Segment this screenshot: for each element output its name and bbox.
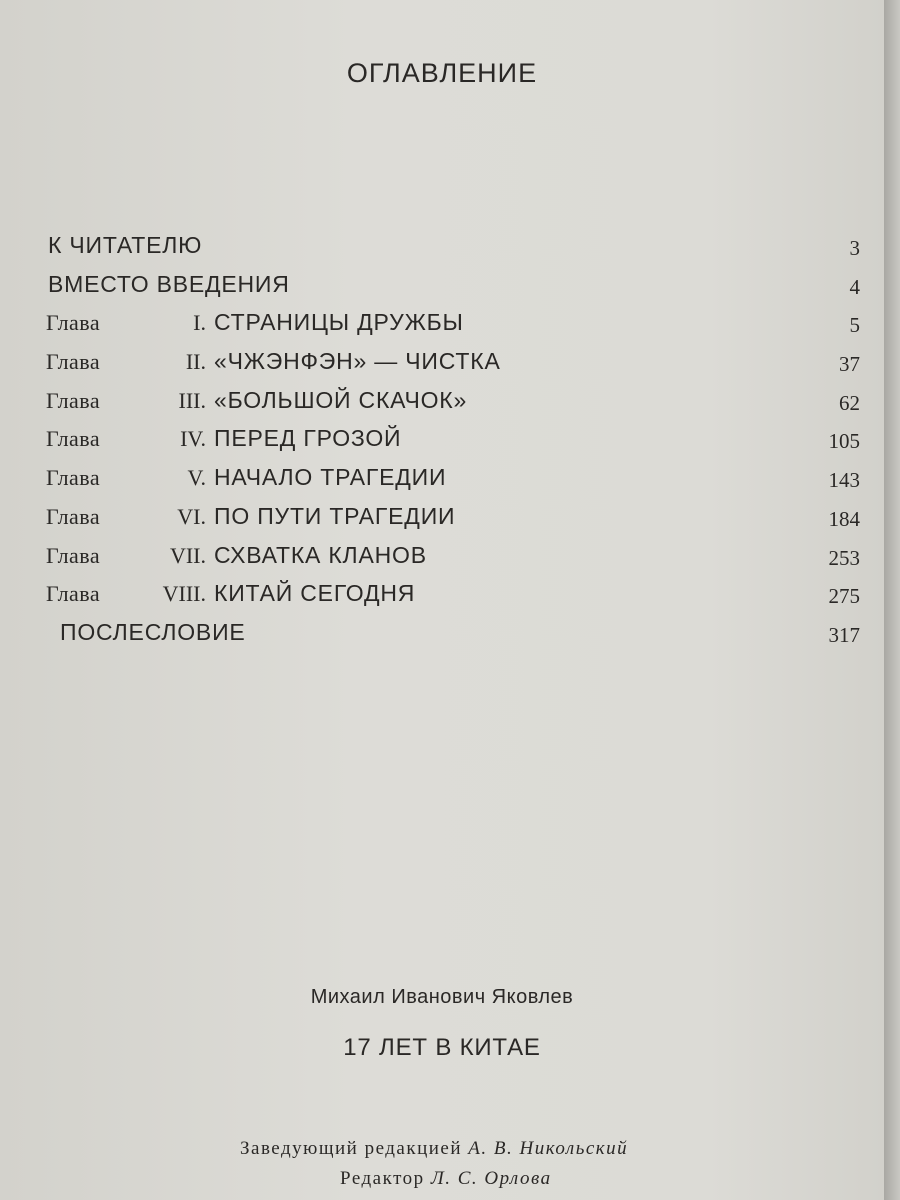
toc-title: ПЕРЕД ГРОЗОЙ: [214, 425, 402, 452]
imprint-credits: [240, 1138, 628, 1198]
toc-chapter-word: Глава: [46, 387, 101, 413]
toc-title: СХВАТКА КЛАНОВ: [214, 541, 427, 568]
toc-row: [46, 387, 860, 426]
toc-row: [46, 464, 860, 503]
toc-title: ПОСЛЕСЛОВИЕ: [60, 618, 246, 645]
toc-title: «БОЛЬШОЙ СКАЧОК»: [214, 386, 468, 413]
page-edge: [884, 0, 900, 1200]
toc-chapter-number: I.: [193, 310, 206, 336]
toc-row: [46, 232, 860, 271]
toc-chapter-number: IV.: [180, 426, 206, 452]
toc-page-number: 184: [828, 506, 860, 531]
credit-line: [240, 1138, 628, 1168]
credit-role: Редактор: [340, 1168, 431, 1189]
toc-title: КИТАЙ СЕГОДНЯ: [214, 580, 416, 607]
toc-page-number: 5: [849, 313, 860, 338]
toc-chapter-number: VII.: [169, 542, 206, 568]
toc-page-number: 275: [828, 584, 860, 609]
toc-chapter-word: Глава: [46, 542, 101, 568]
toc-page-number: 317: [828, 622, 860, 647]
toc-page-number: 143: [828, 468, 860, 493]
toc-page-number: 105: [828, 429, 860, 454]
toc-chapter-number: VI.: [177, 503, 206, 529]
toc-row: [46, 503, 860, 542]
toc-chapter-word: Глава: [46, 426, 101, 452]
toc-chapter-number: VIII.: [162, 581, 206, 607]
toc-page-number: 37: [839, 352, 860, 377]
toc-title: НАЧАЛО ТРАГЕДИИ: [214, 464, 447, 491]
toc-page-number: 3: [849, 236, 860, 260]
toc-chapter-word: Глава: [46, 581, 101, 607]
toc-chapter-number: II.: [185, 349, 206, 375]
toc-chapter-word: Глава: [46, 349, 101, 375]
toc-chapter-word: Глава: [46, 465, 101, 491]
toc-row: [46, 271, 860, 310]
credit-person: Л. С. Орлова: [430, 1168, 552, 1189]
toc-chapter-number: III.: [178, 387, 206, 413]
table-of-contents: [46, 232, 860, 658]
book-title: 17 ЛЕТ В КИТАЕ: [343, 1034, 541, 1061]
credit-line: [240, 1168, 628, 1198]
toc-row: [46, 348, 860, 387]
toc-row: [46, 425, 860, 464]
page-title: ОГЛАВЛЕНИЕ: [346, 58, 538, 88]
toc-title: ПО ПУТИ ТРАГЕДИИ: [214, 502, 456, 529]
toc-row: [46, 542, 860, 581]
toc-row: [46, 580, 860, 619]
toc-title: К ЧИТАТЕЛЮ: [48, 232, 203, 258]
toc-title: СТРАНИЦЫ ДРУЖБЫ: [214, 309, 464, 336]
author-name: Михаил Иванович Яковлев: [310, 986, 574, 1008]
toc-chapter-word: Глава: [46, 310, 101, 336]
toc-chapter-number: V.: [187, 465, 206, 491]
toc-row: [46, 619, 860, 658]
toc-title: «ЧЖЭНФЭН» — ЧИСТКА: [214, 348, 501, 375]
toc-chapter-word: Глава: [46, 503, 101, 529]
toc-page-number: 4: [849, 274, 860, 299]
credit-role: Заведующий редакцией: [240, 1138, 469, 1159]
toc-page-number: 62: [839, 390, 860, 415]
credit-person: А. В. Никольский: [468, 1138, 629, 1159]
toc-page-number: 253: [828, 545, 860, 570]
toc-title: ВМЕСТО ВВЕДЕНИЯ: [48, 270, 290, 297]
toc-row: [46, 309, 860, 348]
